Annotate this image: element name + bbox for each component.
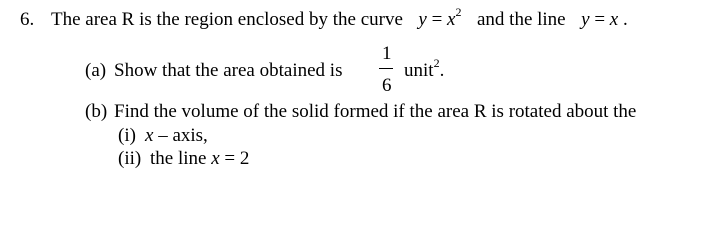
fraction-bar <box>379 68 393 69</box>
part-a-label: (a) <box>85 60 107 81</box>
line-eq: = <box>589 9 610 30</box>
sub-ii-value: 2 <box>239 148 250 169</box>
question-stem <box>51 5 628 30</box>
stem-end: . <box>622 9 628 30</box>
sub-i-label: (i) <box>118 125 136 146</box>
unit-text: unit <box>404 60 434 81</box>
sub-i-content <box>145 126 208 145</box>
line-rhs: x <box>609 9 619 30</box>
fraction-numerator: 1 <box>382 43 392 64</box>
sub-ii-eq: = <box>219 148 240 169</box>
line-lhs: y <box>581 9 590 30</box>
part-a-text: Show that the area obtained is <box>114 60 343 81</box>
part-a-unit <box>404 56 445 81</box>
part-b-label: (b) <box>85 101 108 122</box>
unit-power: 2 <box>433 56 440 70</box>
curve-equation <box>418 5 466 30</box>
sub-ii-text: the line <box>150 148 207 169</box>
stem-and: and the line <box>476 9 566 30</box>
part-b-text: Find the volume of the solid formed if the area R is rotated about the <box>114 101 637 122</box>
curve-eq: = <box>426 9 448 30</box>
sub-ii-var: x <box>211 148 220 169</box>
sub-ii-label: (ii) <box>118 148 142 169</box>
part-a-end: . <box>439 60 445 81</box>
question-number: 6. <box>20 9 35 30</box>
curve-power: 2 <box>455 5 462 19</box>
curve-lhs: y <box>418 9 427 30</box>
line-equation <box>581 9 623 30</box>
sub-i-var: x <box>145 125 154 146</box>
fraction-denominator: 6 <box>382 75 392 96</box>
sub-ii-content <box>150 149 249 168</box>
curve-rhs: x <box>447 9 456 30</box>
stem-text: The area R is the region enclosed by the curve <box>51 9 403 30</box>
sub-i-text: – axis, <box>153 125 208 146</box>
